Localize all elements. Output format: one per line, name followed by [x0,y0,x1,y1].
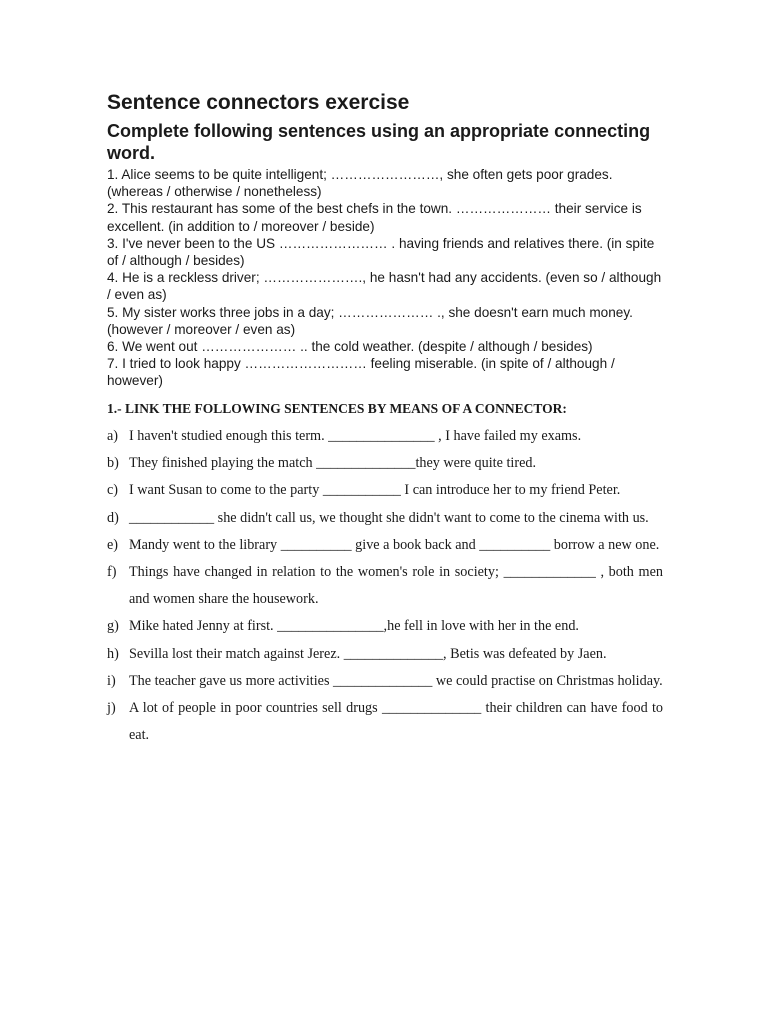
exercise-2-list [107,423,663,749]
exercise-1-item: 6. We went out ………………… .. the cold weather. (despite / although / besides) [107,339,593,355]
exercise-2-item [107,613,663,640]
item-letter: a) [107,428,119,444]
exercise-1-item: 1. Alice seems to be quite intelligent; ……………………, she often gets poor grades. (whereas / otherwise / nonetheless) [107,167,613,200]
exercise-1-item: 4. He is a reckless driver; …………………., he hasn't had any accidents. (even so / although / even as) [107,270,662,303]
item-text: Mandy went to the library __________ give a book back and __________ borrow a new one. [129,536,660,553]
item-text: Sevilla lost their match against Jerez. ______________, Betis was defeated by Jaen. [129,645,607,662]
exercise-1-item: 2. This restaurant has some of the best chefs in the town. ………………… their service is excellent. (in addition to / moreover / beside) [107,201,642,234]
item-text: Things have changed in relation to the women's role in society; _____________ , both men and women share the housework. [129,564,663,608]
item-letter: f) [107,564,117,581]
section-heading: 1.- LINK THE FOLLOWING SENTENCES BY MEANS OF A CONNECTOR: [107,401,567,416]
exercise-2-item [107,559,663,613]
item-letter: h) [107,645,119,662]
exercise-2-item [107,423,663,450]
item-text: Mike hated Jenny at first. _______________,he fell in love with her in the end. [129,618,579,635]
exercise-1-item: 5. My sister works three jobs in a day; ………………… ., she doesn't earn much money. (however / moreover / even as) [107,304,633,337]
item-text: They finished playing the match ______________they were quite tired. [129,455,537,472]
page-title: Sentence connectors exercise [107,91,410,114]
exercise-1-item: 3. I've never been to the US …………………… . having friends and relatives there. (in spite of / although / besides) [107,235,655,269]
instructions-subtitle: Complete following sentences using an appropriate connecting word. [107,121,651,163]
exercise-2-item [107,450,663,477]
item-text: The teacher gave us more activities ______________ we could practise on Christmas holiday. [129,672,663,689]
item-letter: d) [107,509,119,526]
item-text: I haven't studied enough this term. _______________ , I have failed my exams. [129,428,582,444]
item-letter: e) [107,536,119,553]
exercise-2-item [107,532,663,559]
item-text: A lot of people in poor countries sell drugs ______________ their children can have food to eat. [129,700,663,744]
item-letter: j) [107,700,116,717]
item-letter: g) [107,618,119,635]
item-letter: c) [107,482,119,499]
exercise-2-item [107,668,663,695]
item-text: ____________ she didn't call us, we thought she didn't want to come to the cinema with us. [129,509,649,526]
exercise-2-item [107,505,663,532]
exercise-2-item [107,695,663,749]
item-text: I want Susan to come to the party ___________ I can introduce her to my friend Peter. [129,482,621,499]
item-letter: i) [107,672,116,689]
exercise-1-list [107,166,667,390]
exercise-2-item [107,477,663,504]
exercise-1-item: 7. I tried to look happy ……………………… feeling miserable. (in spite of / although / however) [107,356,615,389]
item-letter: b) [107,455,119,472]
exercise-2-item [107,641,663,668]
